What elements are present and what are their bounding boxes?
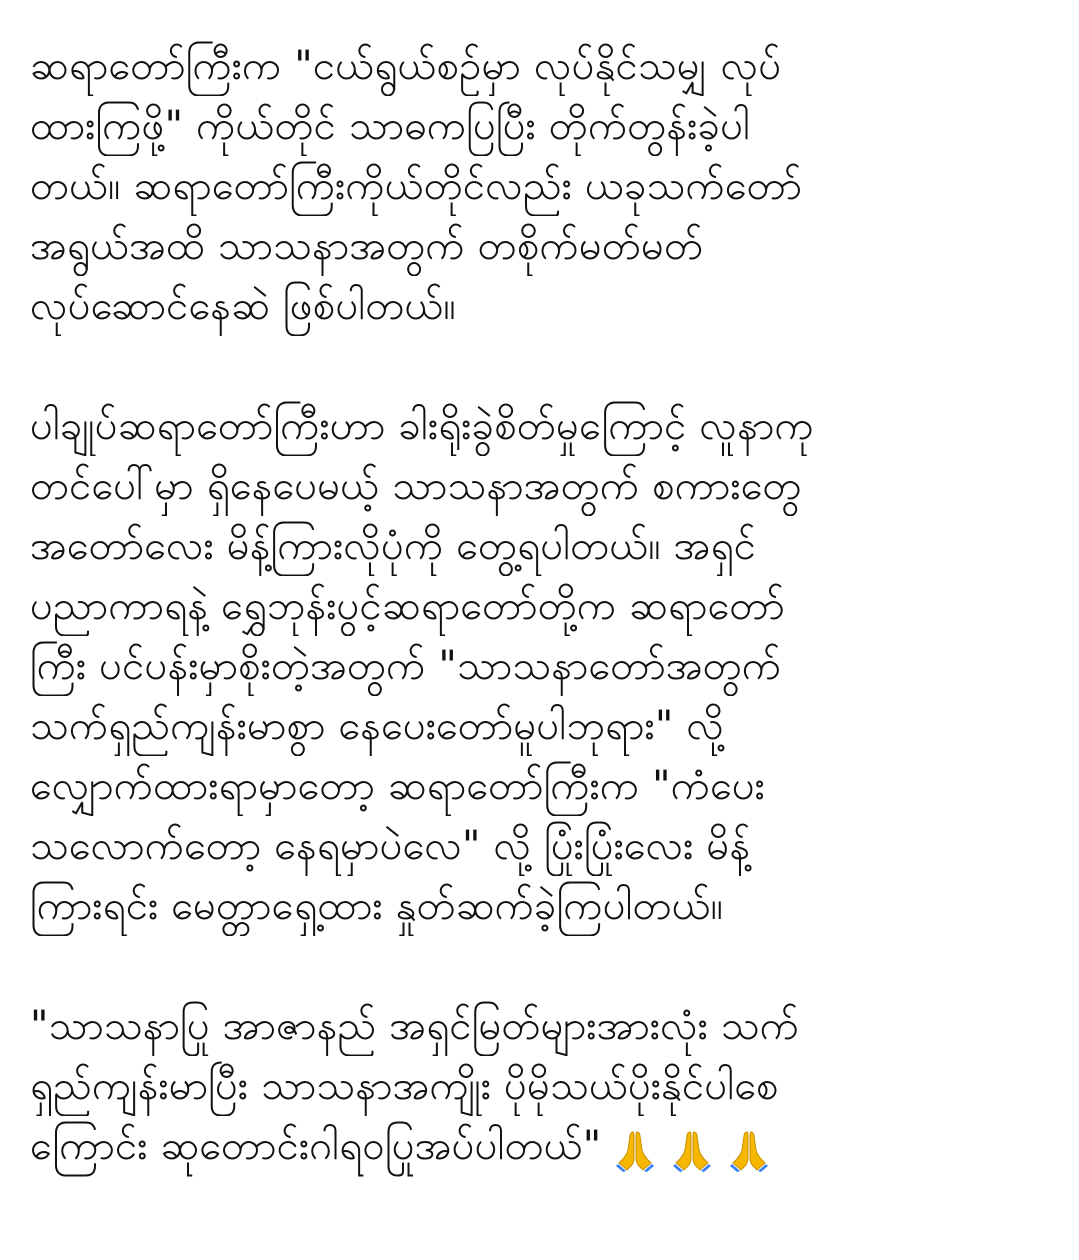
text-line: ကြီး ပင်ပန်းမှာစိုးတဲ့အတွက် "သာသနာတော်အတွက် <box>30 643 782 689</box>
text-line: တယ်။ ဆရာတော်ကြီးကိုယ်တိုင်လည်း ယခုသက်တော် <box>30 163 803 209</box>
text-line: ပါချုပ်ဆရာတော်ကြီးဟာ ခါးရိုးခွဲစိတ်မှုကြောင့် လူနာကု <box>30 403 814 449</box>
text-line: လျှောက်ထားရာမှာတော့ ဆရာတော်ကြီးက "ကံပေး <box>30 763 765 809</box>
folded-hands-icon <box>615 1128 655 1172</box>
folded-hands-icon <box>672 1128 712 1172</box>
text-line-with-emoji <box>30 1116 1051 1178</box>
text-line: ပညာကာရနဲ့ ရွှေဘုန်းပွင့်ဆရာတော်တို့က ဆရာတော် <box>30 583 785 629</box>
text-line: အရွယ်အထိ သာသနာအတွက် တစိုက်မတ်မတ် <box>30 223 704 269</box>
text-line: ထားကြဖို့" ကိုယ်တိုင် သာဓကပြပြီး တိုက်တွန်းခဲ့ပါ <box>30 103 751 149</box>
text-line: ဆရာတော်ကြီးက "ငယ်ရွယ်စဉ်မှာ လုပ်နိုင်သမျှ လုပ် <box>30 43 782 89</box>
text-line: သလောက်တော့ နေရမှာပဲလေ" လို့ ပြုံးပြုံးလေး မိန့် <box>30 823 751 869</box>
text-line: တင်ပေါ်မှာ ရှိနေပေမယ့် သာသနာအတွက် စကားတွေ <box>30 463 802 509</box>
text-line: ရှည်ကျန်းမာပြီး သာသနာအကျိုး ပိုမိုသယ်ပိုးနိုင်ပါစေ <box>30 1063 779 1109</box>
folded-hands-icon <box>729 1128 769 1172</box>
paragraph-2 <box>30 396 1051 936</box>
text-line: အတော်လေး မိန့်ကြားလိုပုံကို တွေ့ရပါတယ်။ အရှင် <box>30 523 757 569</box>
text-line-content: ကြောင်း ဆုတောင်းဂါရဝပြုအပ်ပါတယ်" <box>30 1123 602 1169</box>
text-line: "သာသနာပြု အာဇာနည် အရှင်မြတ်များအားလုံး သက် <box>30 1003 800 1049</box>
paragraph-1 <box>30 36 1051 336</box>
paragraph-3 <box>30 996 1051 1178</box>
text-line: လုပ်ဆောင်နေဆဲ ဖြစ်ပါတယ်။ <box>30 283 456 329</box>
emoji-row <box>615 1118 773 1178</box>
text-line: သက်ရှည်ကျန်းမာစွာ နေပေးတော်မူပါဘုရား" လို့ <box>30 703 725 749</box>
text-line: ကြားရင်း မေတ္တာရှေ့ထား နှုတ်ဆက်ခဲ့ကြပါတယ်။ <box>30 883 724 929</box>
